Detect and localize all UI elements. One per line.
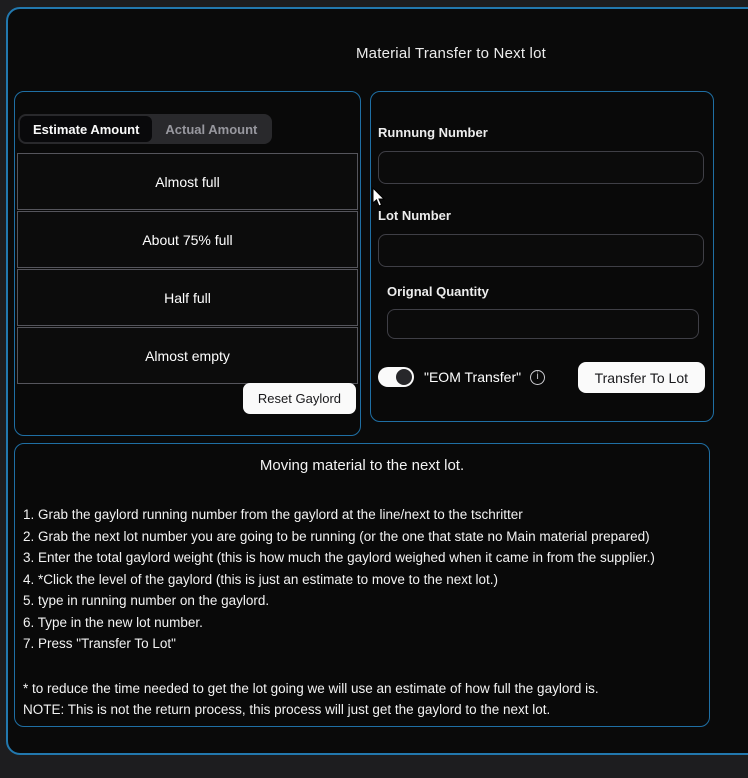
instruction-step: 6. Type in the new lot number. <box>23 614 203 630</box>
page-title: Material Transfer to Next lot <box>355 45 547 62</box>
instruction-step: 7. Press "Transfer To Lot" <box>23 636 176 651</box>
level-half-full-button[interactable]: Half full <box>17 269 358 326</box>
transfer-form-panel <box>370 91 714 422</box>
transfer-form <box>371 92 713 387</box>
original-quantity-label: Orignal Quantity <box>387 284 489 299</box>
instruction-note: * to reduce the time needed to get the lot going we will use an estimate of how full the gaylord is. <box>23 680 599 696</box>
instructions-body <box>15 504 709 721</box>
instruction-step: 5. type in running number on the gaylord. <box>23 593 270 608</box>
instruction-note: NOTE: This is not the return process, this process will just get the gaylord to the next lot. <box>23 702 551 717</box>
amount-tabs <box>18 114 272 144</box>
eom-toggle-label: "EOM Transfer" <box>424 369 522 385</box>
original-quantity-input[interactable] <box>387 309 699 339</box>
level-almost-full-button[interactable]: Almost full <box>17 153 358 210</box>
instruction-step: 3. Enter the total gaylord weight (this is how much the gaylord weighed when it came in from the supplier.) <box>23 550 655 565</box>
level-button-list <box>17 153 358 385</box>
instruction-step: 4. *Click the level of the gaylord (this is just an estimate to move to the next lot.) <box>23 571 498 587</box>
tab-actual-amount[interactable]: Actual Amount <box>152 116 270 142</box>
tab-estimate-amount[interactable]: Estimate Amount <box>20 116 152 142</box>
running-number-label: Runnung Number <box>378 125 488 140</box>
level-75-full-button[interactable]: About 75% full <box>17 211 358 268</box>
info-icon[interactable]: i <box>530 370 545 385</box>
reset-gaylord-button[interactable]: Reset Gaylord <box>243 383 356 414</box>
lot-number-input[interactable] <box>378 234 704 267</box>
lot-number-label: Lot Number <box>378 208 451 223</box>
estimate-panel <box>14 91 361 436</box>
toggle-knob-icon <box>396 369 412 385</box>
instruction-notes <box>23 678 699 721</box>
eom-transfer-toggle[interactable] <box>378 367 414 387</box>
running-number-input[interactable] <box>378 151 704 184</box>
instructions-panel <box>14 443 710 727</box>
instructions-title: Moving material to the next lot. <box>259 457 465 474</box>
transfer-to-lot-button[interactable]: Transfer To Lot <box>578 362 705 393</box>
instruction-step: 2. Grab the next lot number you are going to be running (or the one that state no Main material prepared) <box>23 528 650 544</box>
original-quantity-block <box>387 284 699 339</box>
instruction-step: 1. Grab the gaylord running number from the gaylord at the line/next to the tschritter <box>23 507 523 522</box>
level-almost-empty-button[interactable]: Almost empty <box>17 327 358 384</box>
main-card <box>6 7 748 755</box>
